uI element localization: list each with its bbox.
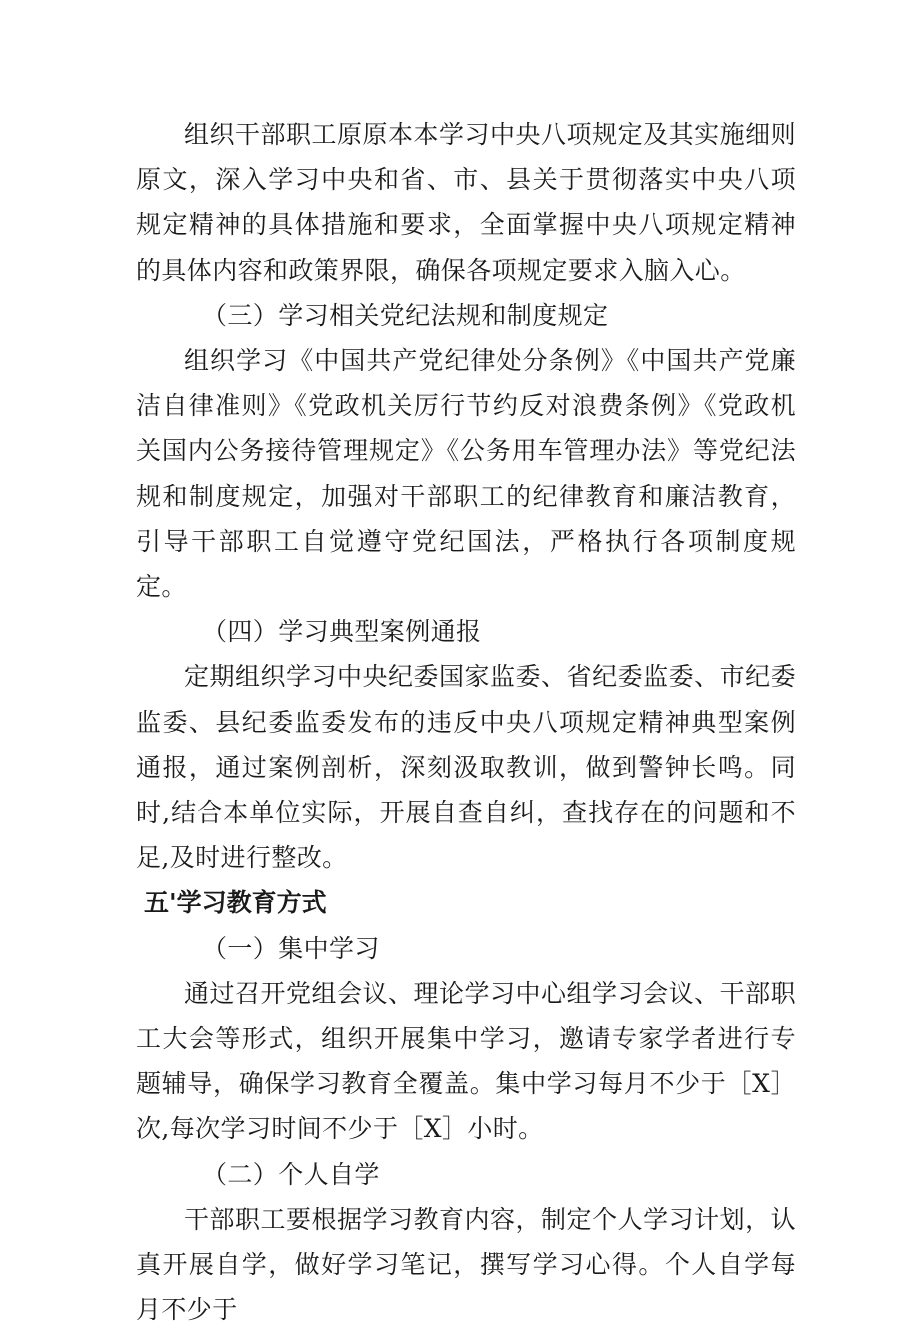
section-heading-5: 五'学习教育方式: [144, 888, 327, 918]
subheading-3: （三）学习相关党纪法规和制度规定: [202, 300, 609, 330]
paragraph-party-regulations: 组织学习《中国共产党纪律处分条例》《中国共产党廉洁自律准则》《党政机关厉行节约反对浪费条例》《党政机关国内公务接待管理规定》《公务用车管理办法》等党纪法规和制度规定，加强对干部职工的纪律教育和廉洁教育，引导干部职工自觉遵守党纪国法，严格执行各项制度规定。: [136, 346, 796, 602]
paragraph-case-reports: 定期组织学习中央纪委国家监委、省纪委监委、市纪委监委、县纪委监委发布的违反中央八项规定精神典型案例通报，通过案例剖析，深刻汲取教训，做到警钟长鸣。同时,结合本单位实际，开展自查自纠，查找存在的问题和不足,及时进行整改。: [136, 662, 796, 873]
subheading-4: （四）学习典型案例通报: [202, 617, 482, 647]
subheading-2: （二）个人自学: [202, 1159, 380, 1189]
subheading-1: （一）集中学习: [202, 933, 380, 963]
paragraph-self-study: 干部职工要根据学习教育内容，制定个人学习计划，认真开展自学，做好学习笔记，撰写学习心得。个人自学每月不少于: [136, 1204, 796, 1325]
paragraph-centralized-study: 通过召开党组会议、理论学习中心组学习会议、干部职工大会等形式，组织开展集中学习，邀请专家学者进行专题辅导，确保学习教育全覆盖。集中学习每月不少于［X］次,每次学习时间不少于［X］小时。: [136, 978, 796, 1144]
paragraph-eight-provisions: 组织干部职工原原本本学习中央八项规定及其实施细则原文，深入学习中央和省、市、县关于贯彻落实中央八项规定精神的具体措施和要求，全面掌握中央八项规定精神的具体内容和政策界限，确保各项规定要求入脑入心。: [136, 120, 796, 285]
document-body: [136, 112, 796, 1332]
